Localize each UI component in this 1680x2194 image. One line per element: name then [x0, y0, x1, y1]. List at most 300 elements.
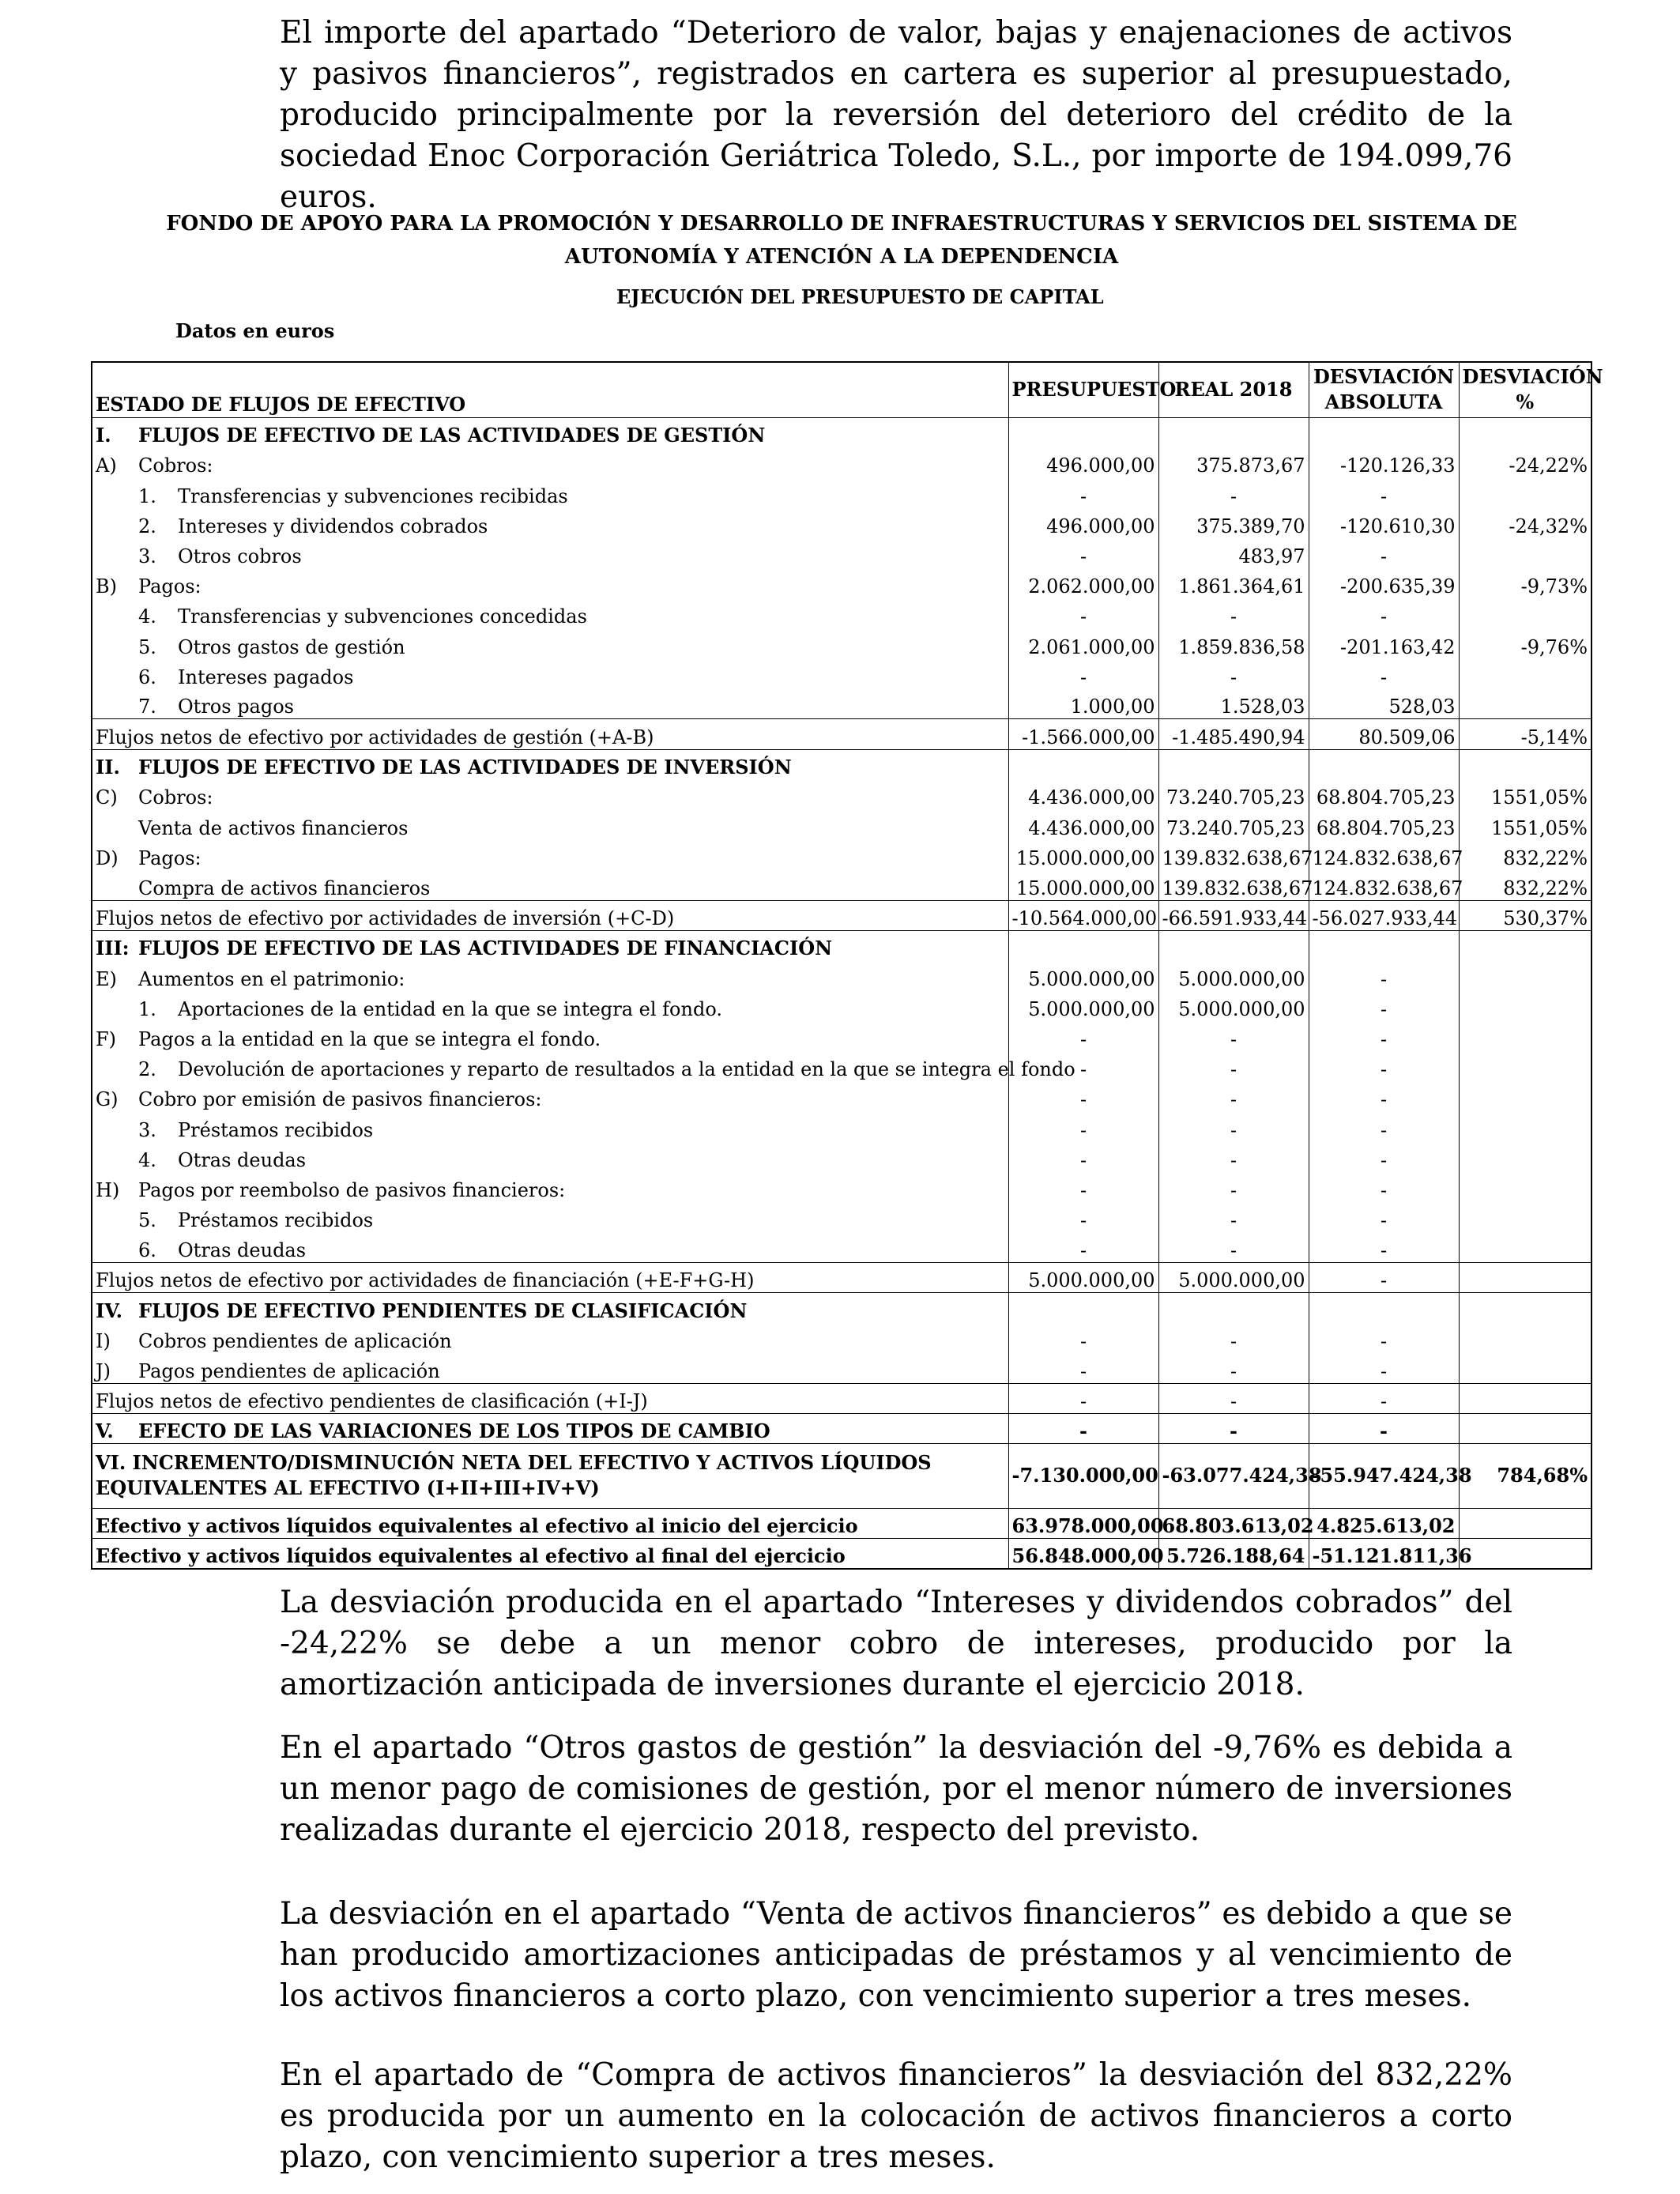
table-row: [92, 1051, 1591, 1081]
row-number: 3.: [138, 545, 156, 567]
desviacion-absoluta-value: 80.509,06: [1309, 719, 1459, 749]
row-label: [92, 749, 1008, 779]
row-letter: II.: [96, 756, 120, 779]
desviacion-pct-value: -9,76%: [1459, 628, 1591, 658]
row-label-text: Préstamos recibidos: [178, 1118, 374, 1141]
row-label: [92, 1539, 1008, 1569]
row-label: [92, 1142, 1008, 1172]
presupuesto-value: [1008, 1292, 1158, 1322]
table-row: [92, 1539, 1591, 1569]
table-row: [92, 477, 1591, 507]
desviacion-absoluta-value: -: [1309, 1353, 1459, 1383]
table-row: [92, 1262, 1591, 1292]
presupuesto-value: -: [1008, 477, 1158, 507]
row-label: [92, 1111, 1008, 1141]
row-label: [92, 870, 1008, 900]
row-label-text: Pagos por reembolso de pasivos financieros:: [138, 1178, 566, 1201]
real-value: 5.726.188,64: [1158, 1539, 1309, 1569]
row-label-text: EFECTO DE LAS VARIACIONES DE LOS TIPOS DE CAMBIO: [138, 1419, 770, 1442]
desviacion-absoluta-value: -200.635,39: [1309, 568, 1459, 598]
desviacion-pct-value: [1459, 1142, 1591, 1172]
desviacion-absoluta-value: -: [1309, 1413, 1459, 1443]
row-label: [92, 477, 1008, 507]
presupuesto-value: 5.000.000,00: [1008, 1262, 1158, 1292]
desviacion-absoluta-value: 528,03: [1309, 689, 1459, 719]
real-value: 68.803.613,02: [1158, 1508, 1309, 1538]
row-label-text: VI. INCREMENTO/DISMINUCIÓN NETA DEL EFECTIVO Y ACTIVOS LÍQUIDOS EQUIVALENTES AL EFECTIVO (I+II+III+IV+V): [96, 1451, 932, 1500]
desviacion-absoluta-value: -120.610,30: [1309, 508, 1459, 538]
desviacion-pct-value: [1459, 659, 1591, 689]
desviacion-absoluta-value: -201.163,42: [1309, 628, 1459, 658]
cash-flow-table: [91, 361, 1603, 1570]
row-label-text: Compra de activos financieros: [138, 876, 431, 899]
real-value: 375.873,67: [1158, 447, 1309, 477]
desviacion-pct-value: [1459, 1539, 1591, 1569]
explanation-paragraph-2: En el apartado “Otros gastos de gestión” la desviación del -9,76% es debida a un menor pago de comisiones de gestión, por el menor número de inversiones realizadas durante el ejercicio 2018, respecto del previsto.: [280, 1730, 1512, 1848]
row-label-text: Cobros:: [138, 454, 213, 477]
desviacion-pct-value: [1459, 1051, 1591, 1081]
row-label: [92, 1508, 1008, 1538]
table-row: [92, 1353, 1591, 1383]
row-label-text: Aportaciones de la entidad en la que se integra el fondo.: [178, 997, 722, 1020]
real-value: [1158, 1292, 1309, 1322]
desviacion-pct-value: [1459, 417, 1591, 447]
row-label: [92, 1383, 1008, 1413]
row-label: [92, 809, 1008, 839]
real-value: -: [1158, 1383, 1309, 1413]
row-number: 7.: [138, 696, 156, 718]
row-label-text: FLUJOS DE EFECTIVO DE LAS ACTIVIDADES DE INVERSIÓN: [138, 756, 792, 779]
real-value: 483,97: [1158, 538, 1309, 568]
real-value: -: [1158, 1051, 1309, 1081]
desviacion-pct-value: 784,68%: [1459, 1443, 1591, 1508]
desviacion-pct-value: [1459, 1508, 1591, 1538]
explanation-paragraph-3: La desviación en el apartado “Venta de activos financieros” es debido a que se han producido amortizaciones anticipadas de préstamos y al vencimiento de los activos financieros a corto plazo, con vencimiento superior a tres meses.: [280, 1896, 1512, 2014]
row-letter: F): [96, 1027, 117, 1050]
row-label: [92, 598, 1008, 628]
presupuesto-value: -: [1008, 1051, 1158, 1081]
desviacion-pct-value: [1459, 1323, 1591, 1353]
presupuesto-value: -: [1008, 538, 1158, 568]
real-value: 139.832.638,67: [1158, 840, 1309, 870]
desviacion-pct-value: 832,22%: [1459, 840, 1591, 870]
row-label-text: FLUJOS DE EFECTIVO DE LAS ACTIVIDADES DE GESTIÓN: [138, 424, 766, 447]
table-row: [92, 598, 1591, 628]
real-value: 1.859.836,58: [1158, 628, 1309, 658]
header-desviacion-absoluta: DESVIACIÓN ABSOLUTA: [1309, 362, 1459, 417]
desviacion-pct-value: -24,32%: [1459, 508, 1591, 538]
presupuesto-value: -: [1008, 1111, 1158, 1141]
real-value: -: [1158, 477, 1309, 507]
row-label: [92, 1172, 1008, 1202]
desviacion-absoluta-value: -51.121.811,36: [1309, 1539, 1459, 1569]
real-value: 375.389,70: [1158, 508, 1309, 538]
real-value: 5.000.000,00: [1158, 1262, 1309, 1292]
table-row: [92, 628, 1591, 658]
real-value: 5.000.000,00: [1158, 960, 1309, 990]
header-desviacion-pct: DESVIACIÓN %: [1459, 362, 1591, 417]
desviacion-pct-value: 1551,05%: [1459, 779, 1591, 809]
table-row: [92, 447, 1591, 477]
row-label-text: Intereses pagados: [178, 665, 354, 688]
row-label-text: Pagos:: [138, 846, 202, 869]
intro-paragraph: El importe del apartado “Deterioro de valor, bajas y enajenaciones de activos y pasivos financieros”, registrados en cartera es superior al presupuestado, producido principalmente por la reversión del deterioro del crédito de la sociedad Enoc Corporación Geriátrica Toledo, S.L., por importe de 194.099,76 euros.: [280, 15, 1512, 215]
real-value: [1158, 417, 1309, 447]
desviacion-absoluta-value: -: [1309, 1232, 1459, 1262]
row-number: 2.: [138, 1058, 156, 1081]
row-number: 2.: [138, 515, 156, 537]
table-row: [92, 1383, 1591, 1413]
real-value: 139.832.638,67: [1158, 870, 1309, 900]
row-label: [92, 538, 1008, 568]
table-row: [92, 1232, 1591, 1262]
row-label: [92, 779, 1008, 809]
row-label: [92, 1413, 1008, 1443]
table-row: [92, 719, 1591, 749]
table-row: [92, 840, 1591, 870]
presupuesto-value: 1.000,00: [1008, 689, 1158, 719]
desviacion-absoluta-value: 68.804.705,23: [1309, 809, 1459, 839]
row-label-text: Pagos pendientes de aplicación: [138, 1359, 440, 1382]
desviacion-absoluta-value: -: [1309, 1383, 1459, 1413]
row-label: [92, 1081, 1008, 1111]
row-label-text: Otros cobros: [178, 545, 302, 567]
desviacion-pct-value: [1459, 1353, 1591, 1383]
table-row: [92, 900, 1591, 930]
row-number: 3.: [138, 1118, 156, 1141]
row-letter: I): [96, 1329, 111, 1352]
desviacion-absoluta-value: -55.947.424,38: [1309, 1443, 1459, 1508]
row-label-text: Pagos:: [138, 575, 202, 598]
row-letter: J): [96, 1359, 111, 1382]
row-label-text: Cobro por emisión de pasivos financieros:: [138, 1088, 542, 1111]
row-label-text: Aumentos en el patrimonio:: [138, 967, 405, 990]
table-row: [92, 689, 1591, 719]
row-label-text: Cobros pendientes de aplicación: [138, 1329, 452, 1352]
desviacion-pct-value: [1459, 477, 1591, 507]
row-number: 1.: [138, 484, 156, 507]
table-row: [92, 1021, 1591, 1051]
desviacion-absoluta-value: -: [1309, 1142, 1459, 1172]
desviacion-absoluta-value: 4.825.613,02: [1309, 1508, 1459, 1538]
row-letter: III:: [96, 937, 130, 960]
table-row: [92, 1413, 1591, 1443]
real-value: -: [1158, 1413, 1309, 1443]
row-label-text: Cobros:: [138, 786, 213, 809]
desviacion-absoluta-value: -: [1309, 1021, 1459, 1051]
table-row: [92, 1142, 1591, 1172]
desviacion-absoluta-value: -: [1309, 538, 1459, 568]
presupuesto-value: 15.000.000,00: [1008, 840, 1158, 870]
table-row: [92, 930, 1591, 960]
row-label: [92, 840, 1008, 870]
row-label: [92, 930, 1008, 960]
row-label: [92, 991, 1008, 1021]
desviacion-absoluta-value: -: [1309, 1081, 1459, 1111]
document-subtitle: EJECUCIÓN DEL PRESUPUESTO DE CAPITAL: [616, 285, 1104, 308]
table-row: [92, 960, 1591, 990]
row-label: [92, 1021, 1008, 1051]
desviacion-pct-value: [1459, 689, 1591, 719]
presupuesto-value: -: [1008, 598, 1158, 628]
presupuesto-value: 4.436.000,00: [1008, 779, 1158, 809]
real-value: 1.528,03: [1158, 689, 1309, 719]
row-label-text: Préstamos recibidos: [178, 1209, 374, 1232]
desviacion-pct-value: [1459, 1021, 1591, 1051]
presupuesto-value: 5.000.000,00: [1008, 991, 1158, 1021]
row-letter: H): [96, 1178, 120, 1201]
table-row: [92, 417, 1591, 447]
row-label: [92, 1051, 1075, 1081]
desviacion-absoluta-value: -: [1309, 960, 1459, 990]
presupuesto-value: -: [1008, 659, 1158, 689]
row-label: [92, 1323, 1008, 1353]
explanation-paragraph-4: En el apartado de “Compra de activos financieros” la desviación del 832,22% es producida por un aumento en la colocación de activos financieros a corto plazo, con vencimiento superior a tres meses.: [280, 2057, 1512, 2175]
presupuesto-value: -: [1008, 1323, 1158, 1353]
row-label-text: Transferencias y subvenciones recibidas: [178, 484, 568, 507]
presupuesto-value: [1008, 930, 1158, 960]
row-letter: D): [96, 846, 119, 869]
row-label-text: Transferencias y subvenciones concedidas: [178, 605, 587, 628]
real-value: -: [1158, 1202, 1309, 1232]
presupuesto-value: [1008, 749, 1158, 779]
presupuesto-value: -: [1008, 1021, 1158, 1051]
desviacion-absoluta-value: -120.126,33: [1309, 447, 1459, 477]
presupuesto-value: -: [1008, 1353, 1158, 1383]
row-label-text: Flujos netos de efectivo por actividades de financiación (+E-F+G-H): [96, 1269, 755, 1291]
units-label: Datos en euros: [175, 319, 335, 342]
presupuesto-value: 2.061.000,00: [1008, 628, 1158, 658]
row-number: 5.: [138, 1209, 156, 1232]
desviacion-pct-value: -24,22%: [1459, 447, 1591, 477]
row-label: [92, 659, 1008, 689]
row-label-text: Flujos netos de efectivo por actividades de gestión (+A-B): [96, 726, 654, 748]
row-label-text: Intereses y dividendos cobrados: [178, 515, 488, 537]
desviacion-pct-value: [1459, 1232, 1591, 1262]
desviacion-pct-value: [1459, 1413, 1591, 1443]
desviacion-absoluta-value: -: [1309, 477, 1459, 507]
row-label: [92, 1232, 1008, 1262]
presupuesto-value: -1.566.000,00: [1008, 719, 1158, 749]
row-label-text: Devolución de aportaciones y reparto de resultados a la entidad en la que se integra el fondo: [178, 1058, 1075, 1081]
desviacion-pct-value: [1459, 1081, 1591, 1111]
real-value: -66.591.933,44: [1158, 900, 1309, 930]
row-letter: A): [96, 454, 117, 477]
row-letter: B): [96, 575, 117, 598]
desviacion-absoluta-value: -: [1309, 1172, 1459, 1202]
row-number: 6.: [138, 665, 156, 688]
presupuesto-value: -: [1008, 1202, 1158, 1232]
desviacion-absoluta-value: -: [1309, 1111, 1459, 1141]
table-row: [92, 779, 1591, 809]
desviacion-pct-value: [1459, 1111, 1591, 1141]
table-row: [92, 991, 1591, 1021]
row-label: [92, 1202, 1008, 1232]
desviacion-pct-value: [1459, 1202, 1591, 1232]
desviacion-pct-value: -9,73%: [1459, 568, 1591, 598]
real-value: 73.240.705,23: [1158, 779, 1309, 809]
row-label: [92, 417, 1008, 447]
presupuesto-value: -: [1008, 1142, 1158, 1172]
row-label-text: Flujos netos de efectivo por actividades de inversión (+C-D): [96, 907, 675, 929]
header-presupuesto: PRESUPUESTO: [1008, 362, 1158, 417]
desviacion-absoluta-value: [1309, 930, 1459, 960]
row-label-text: Efectivo y activos líquidos equivalentes al efectivo al final del ejercicio: [96, 1544, 846, 1567]
row-label: [92, 1292, 1008, 1322]
desviacion-absoluta-value: -: [1309, 598, 1459, 628]
desviacion-pct-value: 1551,05%: [1459, 809, 1591, 839]
real-value: -: [1158, 1081, 1309, 1111]
presupuesto-value: 56.848.000,00: [1008, 1539, 1158, 1569]
real-value: -: [1158, 1021, 1309, 1051]
desviacion-pct-value: [1459, 538, 1591, 568]
real-value: -: [1158, 1353, 1309, 1383]
presupuesto-value: 5.000.000,00: [1008, 960, 1158, 990]
row-number: 6.: [138, 1238, 156, 1261]
desviacion-pct-value: [1459, 960, 1591, 990]
table-row: [92, 659, 1591, 689]
desviacion-pct-value: [1459, 1383, 1591, 1413]
row-label-text: Flujos netos de efectivo pendientes de clasificación (+I-J): [96, 1389, 648, 1412]
real-value: 1.861.364,61: [1158, 568, 1309, 598]
row-label: [92, 508, 1008, 538]
table-row: [92, 1172, 1591, 1202]
row-label: [92, 628, 1008, 658]
real-value: [1158, 930, 1309, 960]
presupuesto-value: 496.000,00: [1008, 447, 1158, 477]
presupuesto-value: -: [1008, 1383, 1158, 1413]
row-label-text: Otros gastos de gestión: [178, 635, 405, 658]
row-letter: IV.: [96, 1299, 123, 1322]
row-label-text: FLUJOS DE EFECTIVO PENDIENTES DE CLASIFICACIÓN: [138, 1299, 748, 1322]
row-label: [92, 1353, 1008, 1383]
row-label-text: Otras deudas: [178, 1148, 307, 1171]
desviacion-absoluta-value: [1309, 749, 1459, 779]
desviacion-pct-value: [1459, 1262, 1591, 1292]
table-row: [92, 1292, 1591, 1322]
row-label: [92, 568, 1008, 598]
table-row: [92, 1081, 1591, 1111]
row-letter: E): [96, 967, 117, 990]
row-label-text: Otras deudas: [178, 1238, 307, 1261]
desviacion-absoluta-value: -: [1309, 1051, 1459, 1081]
table-row: [92, 568, 1591, 598]
row-label: [92, 719, 1008, 749]
real-value: [1158, 749, 1309, 779]
desviacion-absoluta-value: -: [1309, 659, 1459, 689]
row-number: 1.: [138, 997, 156, 1020]
row-letter: G): [96, 1088, 119, 1111]
desviacion-pct-value: -5,14%: [1459, 719, 1591, 749]
row-label: [92, 960, 1008, 990]
desviacion-pct-value: [1459, 930, 1591, 960]
desviacion-absoluta-value: -: [1309, 991, 1459, 1021]
desviacion-pct-value: [1459, 1172, 1591, 1202]
presupuesto-value: 496.000,00: [1008, 508, 1158, 538]
header-real: REAL 2018: [1158, 362, 1309, 417]
desviacion-pct-value: 832,22%: [1459, 870, 1591, 900]
table-row: [92, 1111, 1591, 1141]
real-value: -: [1158, 1111, 1309, 1141]
row-label-text: Pagos a la entidad en la que se integra el fondo.: [138, 1027, 601, 1050]
real-value: -: [1158, 1232, 1309, 1262]
table-row: [92, 538, 1591, 568]
row-number: 4.: [138, 1148, 156, 1171]
table-row: [92, 809, 1591, 839]
real-value: 5.000.000,00: [1158, 991, 1309, 1021]
row-label-text: Venta de activos financieros: [138, 816, 409, 839]
desviacion-absoluta-value: 124.832.638,67: [1309, 870, 1459, 900]
row-number: 5.: [138, 635, 156, 658]
real-value: -: [1158, 598, 1309, 628]
table-header-row: [92, 362, 1591, 417]
desviacion-absoluta-value: -: [1309, 1202, 1459, 1232]
presupuesto-value: -10.564.000,00: [1008, 900, 1158, 930]
desviacion-absoluta-value: [1309, 1292, 1459, 1322]
presupuesto-value: -: [1008, 1413, 1158, 1443]
row-label-text: Efectivo y activos líquidos equivalentes al efectivo al inicio del ejercicio: [96, 1514, 858, 1538]
table-row: [92, 749, 1591, 779]
desviacion-absoluta-value: 124.832.638,67: [1309, 840, 1459, 870]
presupuesto-value: 15.000.000,00: [1008, 870, 1158, 900]
row-label: [92, 689, 1008, 719]
real-value: -: [1158, 1172, 1309, 1202]
row-label: [92, 1443, 1008, 1508]
presupuesto-value: 63.978.000,00: [1008, 1508, 1158, 1538]
presupuesto-value: -7.130.000,00: [1008, 1443, 1158, 1508]
row-letter: V.: [96, 1419, 114, 1442]
row-letter: I.: [96, 424, 111, 447]
document-title: FONDO DE APOYO PARA LA PROMOCIÓN Y DESARROLLO DE INFRAESTRUCTURAS Y SERVICIOS DEL SISTEMA DE AUTONOMÍA Y ATENCIÓN A LA DEPENDENCIA: [166, 212, 1517, 269]
real-value: 73.240.705,23: [1158, 809, 1309, 839]
desviacion-absoluta-value: -56.027.933,44: [1309, 900, 1459, 930]
table-row: [92, 508, 1591, 538]
desviacion-absoluta-value: 68.804.705,23: [1309, 779, 1459, 809]
row-number: 4.: [138, 605, 156, 628]
header-concept: ESTADO DE FLUJOS DE EFECTIVO: [92, 362, 1008, 417]
desviacion-absoluta-value: -: [1309, 1323, 1459, 1353]
real-value: -: [1158, 1323, 1309, 1353]
presupuesto-value: -: [1008, 1232, 1158, 1262]
desviacion-absoluta-value: -: [1309, 1262, 1459, 1292]
desviacion-pct-value: [1459, 598, 1591, 628]
presupuesto-value: 4.436.000,00: [1008, 809, 1158, 839]
presupuesto-value: -: [1008, 1081, 1158, 1111]
presupuesto-value: -: [1008, 1172, 1158, 1202]
explanation-paragraph-1: La desviación producida en el apartado “Intereses y dividendos cobrados” del -24,22% se debe a un menor cobro de intereses, producido por la amortización anticipada de inversiones durante el ejercicio 2018.: [280, 1585, 1512, 1702]
presupuesto-value: [1008, 417, 1158, 447]
row-label: [92, 900, 1008, 930]
desviacion-pct-value: 530,37%: [1459, 900, 1591, 930]
row-letter: C): [96, 786, 118, 809]
row-label-text: FLUJOS DE EFECTIVO DE LAS ACTIVIDADES DE FINANCIACIÓN: [138, 937, 833, 960]
real-value: -: [1158, 659, 1309, 689]
row-label: [92, 447, 1008, 477]
desviacion-absoluta-value: [1309, 417, 1459, 447]
table-row: [92, 1443, 1591, 1508]
table-row: [92, 870, 1591, 900]
real-value: -63.077.424,38: [1158, 1443, 1309, 1508]
real-value: -1.485.490,94: [1158, 719, 1309, 749]
row-label: [92, 1262, 1008, 1292]
presupuesto-value: 2.062.000,00: [1008, 568, 1158, 598]
desviacion-pct-value: [1459, 991, 1591, 1021]
table-row: [92, 1202, 1591, 1232]
real-value: -: [1158, 1142, 1309, 1172]
desviacion-pct-value: [1459, 1292, 1591, 1322]
row-label-text: Otros pagos: [178, 696, 294, 718]
table-row: [92, 1323, 1591, 1353]
